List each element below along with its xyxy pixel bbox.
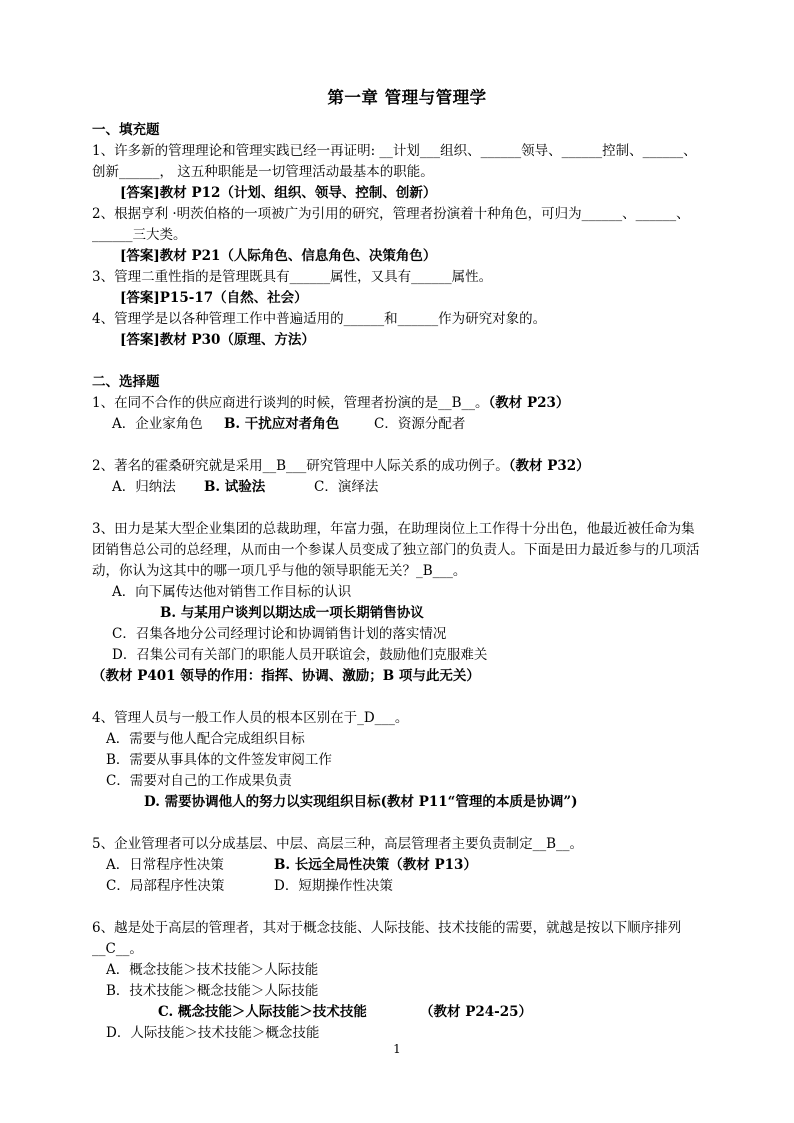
document-page — [92, 84, 722, 1044]
choice-q3-line1: 3、田力是某大型企业集团的总裁助理，年富力强，在助理岗位上工作得十分出色，他最近被任命为集 — [92, 521, 695, 537]
fill-section-heading: 一、填充题 — [92, 122, 160, 138]
choice-q3-line3: 动，你认为这其中的哪一项几乎与他的领导职能无关？_B___。 — [92, 563, 467, 579]
fill-q3: 3、管理二重性指的是管理既具有______属性，又具有______属性。 — [92, 269, 493, 285]
choice-q4-option-d: D. 需要协调他人的努力以实现组织目标(教材 P11“管理的本质是协调”) — [144, 794, 578, 810]
choice-q6-option-a: A．概念技能＞技术技能＞人际技能 — [106, 962, 319, 978]
spacer — [92, 435, 722, 456]
fill-q2-line2: ______三大类。 — [92, 227, 187, 243]
choice-q4-option-a: A．需要与他人配合完成组织目标 — [106, 731, 305, 747]
spacer — [92, 813, 722, 834]
choice-q4-option-c: C．需要对自己的工作成果负责 — [106, 773, 292, 789]
choice-q3-note: （教材 P401 领导的作用：指挥、协调、激励；B 项与此无关） — [92, 668, 480, 684]
choice-q5-options-row1 — [92, 855, 722, 876]
choice-q6-option-c-row — [92, 1002, 722, 1023]
chapter-title: 第一章 管理与管理学 — [327, 88, 487, 107]
choice-q2-option-b: B. 试验法 — [204, 479, 266, 495]
choice-q2-option-c: C．演绎法 — [314, 479, 379, 495]
choice-q5: 5、企业管理者可以分成基层、中层、高层三种，高层管理者主要负责制定__B__。 — [92, 836, 584, 852]
fill-q1-line2: 创新______， 这五种职能是一切管理活动最基本的职能。 — [92, 164, 434, 180]
choice-q3-option-c: C．召集各地分公司经理讨论和协调销售计划的落实情况 — [112, 626, 447, 642]
fill-a3: [答案]P15-17（自然、社会） — [120, 290, 308, 306]
choice-q3-line2: 团销售总公司的总经理，从而由一个参谋人员变成了独立部门的负责人。下面是田力最近参与的几项活 — [92, 542, 700, 558]
page-number: 1 — [393, 1042, 401, 1056]
choice-q5-options-row2 — [92, 876, 722, 897]
choice-q1 — [92, 393, 722, 414]
choice-q1-options — [92, 414, 722, 435]
fill-a1: [答案]教材 P12（计划、组织、领导、控制、创新） — [120, 185, 437, 201]
choice-q2-option-a: A．归纳法 — [112, 479, 176, 495]
choice-q5-option-a: A．日常程序性决策 — [106, 857, 224, 873]
fill-q1-line1: 1、许多新的管理理论和管理实践已经一再证明: __计划___组织、______领导、______控制、______、 — [92, 143, 697, 159]
choice-q6-line2: __C__。 — [92, 941, 143, 957]
choice-q2-options — [92, 477, 722, 498]
fill-q4: 4、管理学是以各种管理工作中普遍适用的______和______作为研究对象的。 — [92, 311, 547, 327]
spacer — [92, 498, 722, 519]
choice-q1-option-b: B. 干扰应对者角色 — [224, 416, 340, 432]
fill-a2: [答案]教材 P21（人际角色、信息角色、决策角色） — [120, 248, 437, 264]
choice-q4-option-b: B．需要从事具体的文件签发审阅工作 — [106, 752, 332, 768]
choice-q4: 4、管理人员与一般工作人员的根本区别在于_D___。 — [92, 710, 409, 726]
choice-q6-option-c-ref: （教材 P24-25） — [420, 1004, 533, 1020]
choice-q2-text: 2、著名的霍桑研究就是采用__B___研究管理中人际关系的成功例子。 — [92, 458, 509, 474]
choice-q6-option-d: D．人际技能＞技术技能＞概念技能 — [106, 1025, 320, 1041]
choice-q1-option-c: C．资源分配者 — [374, 416, 466, 432]
choice-section-heading: 二、选择题 — [92, 374, 160, 390]
choice-q1-text: 1、在同不合作的供应商进行谈判的时候，管理者扮演的是__B__。 — [92, 395, 489, 411]
choice-q3-option-d: D．召集公司有关部门的职能人员开联谊会，鼓励他们克服难关 — [112, 647, 488, 663]
choice-q6-line1: 6、越是处于高层的管理者，其对于概念技能、人际技能、技术技能的需要，就越是按以下顺序排列 — [92, 920, 682, 936]
fill-a4: [答案]教材 P30（原理、方法） — [120, 332, 315, 348]
choice-q2 — [92, 456, 722, 477]
spacer — [92, 897, 722, 918]
choice-q6-option-b: B．技术技能＞概念技能＞人际技能 — [106, 983, 319, 999]
choice-q5-option-d: D．短期操作性决策 — [274, 878, 393, 894]
choice-q3-option-b: B. 与某用户谈判以期达成一项长期销售协议 — [160, 605, 424, 621]
choice-q1-option-a: A．企业家角色 — [112, 416, 203, 432]
choice-q5-option-b: B. 长远全局性决策（教材 P13） — [274, 857, 477, 873]
choice-q6-option-c: C. 概念技能＞人际技能＞技术技能 — [158, 1004, 367, 1020]
choice-q1-ref: （教材 P23） — [488, 395, 570, 411]
fill-q2-line1: 2、根据亨利 ·明茨伯格的一项被广为引用的研究，管理者扮演着十种角色，可归为______、______、 — [92, 206, 690, 222]
choice-q3-option-a: A．向下属传达他对销售工作目标的认识 — [112, 584, 352, 600]
choice-q5-option-c: C．局部程序性决策 — [106, 878, 225, 894]
spacer — [92, 351, 722, 372]
spacer — [92, 687, 722, 708]
choice-q2-ref: （教材 P32） — [508, 458, 590, 474]
